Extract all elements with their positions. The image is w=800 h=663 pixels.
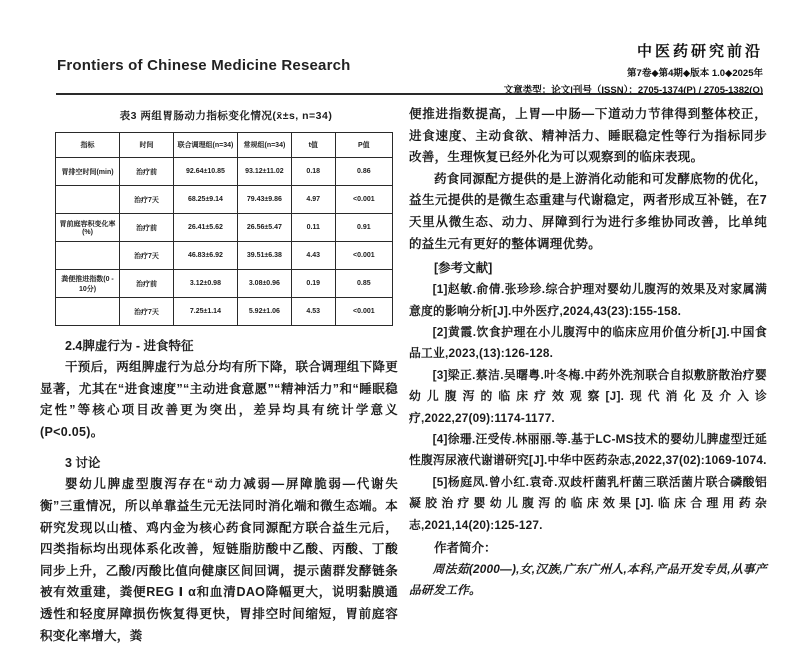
table-cell: 7.25±1.14 (173, 298, 237, 326)
table-cell: 治疗前 (120, 214, 174, 242)
table-cell: 46.83±6.92 (173, 242, 237, 270)
table-cell (56, 298, 120, 326)
table-cell: 3.08±0.96 (237, 270, 291, 298)
table-header-cell: t值 (291, 133, 335, 158)
reference-item: [5]杨庭凤.曾小红.袁奇.双歧杆菌乳杆菌三联活菌片联合磷酸铝凝胶治疗婴幼儿腹泻的临床效果[J].临床合理用药杂志,2021,14(20):125-127. (409, 474, 767, 532)
table-cell: 粪便推进指数(0 - 10分) (56, 270, 120, 298)
references-heading: [参考文献] (434, 261, 493, 276)
left-column (40, 100, 398, 647)
reference-item: [2]黄霞.饮食护理在小儿腹泻中的临床应用价值分析[J].中国食品工业,2023,(13):126-128. (409, 324, 767, 361)
table-row (56, 298, 393, 326)
author-bio: 周法茹(2000—),女,汉族,广东广州人,本科,产品开发专员,从事产品研发工作。 (409, 562, 767, 598)
table-cell: 0.19 (291, 270, 335, 298)
table-row (56, 186, 393, 214)
header-divider (56, 93, 763, 95)
table-cell: <0.001 (335, 298, 392, 326)
table-row (56, 214, 393, 242)
section-heading-3: 3 讨论 (65, 456, 101, 471)
indicators-table-body (56, 158, 393, 326)
right-column (409, 100, 767, 647)
discussion-continuation-paragraph: 便推进指数提高，上胃—中肠—下道动力节律得到整体校正，进食速度、主动食欲、精神活力、睡眠稳定性等行为指标同步改善，生理恢复已经外化为可以观察到的临床表现。 (409, 107, 767, 165)
table-cell: 79.43±9.86 (237, 186, 291, 214)
table-cell: 0.11 (291, 214, 335, 242)
table-cell: 治疗7天 (120, 186, 174, 214)
table-header-cell: 常规组(n=34) (237, 133, 291, 158)
table-cell: 5.92±1.06 (237, 298, 291, 326)
table-cell: 26.41±5.62 (173, 214, 237, 242)
references-list (409, 279, 767, 536)
table-cell: 0.91 (335, 214, 392, 242)
table-cell: 39.51±6.38 (237, 242, 291, 270)
table-cell: 4.97 (291, 186, 335, 214)
reference-item: [4]徐珊.汪受传.林丽丽.等.基于LC-MS技术的婴幼儿脾虚型迁延性腹泻尿液代谢谱研究[J].中华中医药杂志,2022,37(02):1069-1074. (409, 432, 767, 468)
table-row (56, 158, 393, 186)
table-cell: 胃前庭容积变化率(%) (56, 214, 120, 242)
table-cell: 治疗前 (120, 158, 174, 186)
table-row (56, 242, 393, 270)
table-cell: 治疗前 (120, 270, 174, 298)
discussion-paragraph-2: 药食同源配方提供的是上游消化动能和可发酵底物的优化，益生元提供的是微生态重建与代谢稳定，两者形成互补链，在7天里从微生态、动力、屏障到行为进行多维协同改善，比单纯的益生元有更好的整体调理优势。 (409, 171, 767, 251)
table-header-cell: 联合调理组(n=34) (173, 133, 237, 158)
indicators-table (55, 132, 393, 326)
table-header-row (56, 133, 393, 158)
journal-title-en: Frontiers of Chinese Medicine Research (57, 57, 351, 74)
table-cell: 0.85 (335, 270, 392, 298)
table-header-cell: P值 (335, 133, 392, 158)
discussion-paragraph: 婴幼儿脾虚型腹泻存在“动力减弱—屏障脆弱—代谢失衡”三重情况，所以单靠益生元无法同时消化端和微生态端。本研究发现以山楂、鸡内金为核心药食同源配方联合益生元后，四类指标均出现体系化改善，短链脂肪酸中乙酸、丙酸、丁酸同步上升，乙酸/丙酸比值向健康区间回调，提示菌群发酵链条被有效重建，粪便REG Ⅰ α和血清DAO降幅更大，说明黏膜通透性和轻度屏障损伤恢复得更快，胃排空时间缩短，胃前庭容积变化率增大，粪 (40, 477, 398, 643)
table-cell: 4.43 (291, 242, 335, 270)
journal-issue-line: 第7卷◆第4期◆版本 1.0◆2025年 (627, 68, 763, 79)
page-content (40, 100, 767, 647)
table-cell: 26.56±5.47 (237, 214, 291, 242)
table-cell: <0.001 (335, 242, 392, 270)
table-row (56, 270, 393, 298)
table-cell: 3.12±0.98 (173, 270, 237, 298)
table-cell: 4.53 (291, 298, 335, 326)
indicators-table-head (56, 133, 393, 158)
section-heading-2-4: 2.4脾虚行为 - 进食特征 (65, 339, 194, 353)
reference-item: [3]梁正.蔡洁.吴曙粤.叶冬梅.中药外洗剂联合自拟敷脐散治疗婴幼儿腹泻的临床疗效观察[J].现代消化及介入诊疗,2022,27(09):1174-1177. (409, 367, 767, 425)
section-2-4-paragraph: 干预后，两组脾虚行为总分均有所下降，联合调理组下降更显著，尤其在“进食速度”“主动进食意愿”“精神活力”和“睡眠稳定性”等核心项目改善更为突出，差异均具有统计学意义(P<0.05)。 (40, 360, 398, 439)
table-cell: 0.86 (335, 158, 392, 186)
table-cell: 0.18 (291, 158, 335, 186)
table-cell: 92.64±10.85 (173, 158, 237, 186)
table-cell (56, 186, 120, 214)
table-cell (56, 242, 120, 270)
journal-title-cn: 中医药研究前沿 (636, 43, 763, 60)
table-caption: 表3 两组胃肠动力指标变化情况(x̄±s, n=34) (119, 110, 333, 122)
table-cell: 68.25±9.14 (173, 186, 237, 214)
author-heading: 作者简介： (434, 541, 497, 556)
journal-header-right (504, 40, 763, 96)
table-cell: 胃排空时间(min) (56, 158, 120, 186)
table-header-cell: 时间 (120, 133, 174, 158)
table-header-cell: 指标 (56, 133, 120, 158)
table-cell: <0.001 (335, 186, 392, 214)
table-cell: 93.12±11.02 (237, 158, 291, 186)
journal-issn-line: 文章类型：论文|刊号（ISSN）：2705-1374(P) / 2705-1382(O) (503, 85, 763, 96)
table-cell: 治疗7天 (120, 242, 174, 270)
reference-item: [1]赵敏.俞倩.张珍珍.综合护理对婴幼儿腹泻的效果及对家属满意度的影响分析[J].中外医疗,2024,43(23):155-158. (409, 282, 767, 318)
table-cell: 治疗7天 (120, 298, 174, 326)
